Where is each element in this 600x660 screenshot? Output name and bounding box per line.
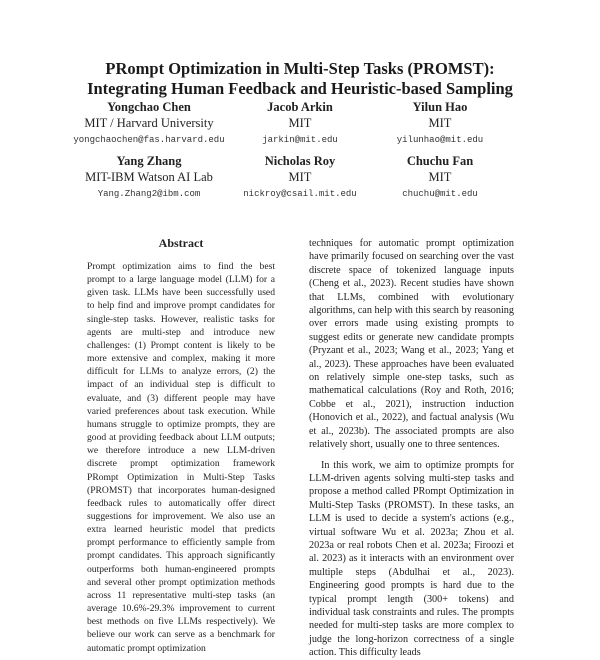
- author-name: Jacob Arkin: [267, 100, 333, 114]
- title-line-2: Integrating Human Feedback and Heuristic-based Sampling: [87, 79, 513, 98]
- author-email[interactable]: chuchu@mit.edu: [402, 189, 478, 199]
- author-affiliation: MIT: [288, 170, 312, 184]
- intro-paragraph-2: In this work, we aim to optimize prompts for LLM-driven agents solving multi-step tasks and propose a method called PRompt Optimization in Multi-Step Tasks (PROMST). In these tasks, an LLM is used to decide a system's actions (e.g., virtual software Wu et al. 2023a; Zhou et al. 2023a or real robots Chen et al. 2023a; Firoozi et al. 2023) as it interacts with an environment over multiple steps (Abdulhai et al., 2023). Engineering good prompts is hard due to the typical prompt length (300+ tokens) and individual task constraints and rules. The prompts needed for multi-step tasks are more complex to judge the long-horizon correctness of a single action. This difficulty leads: [309, 459, 514, 659]
- author-email[interactable]: yilunhao@mit.edu: [396, 135, 484, 145]
- author-affiliation: MIT: [288, 116, 312, 130]
- intro-paragraph-1: techniques for automatic prompt optimization have primarily focused on searching over the vast discrete space of tokenized language inputs (Cheng et al., 2023). Recent studies have shown that LLMs, combined with evolutionary algorithms, can help with this search by reasoning over errors made using existing prompts to suggest edits or generate new candidate prompts (Pryzant et al., 2023; Wang et al., 2023; Yang et al., 2023). These approaches have been evaluated on relatively simple one-step tasks, such as mathematical calculations (Roy and Roth, 2016; Cobbe et al., 2021), instruction induction (Honovich et al., 2022), and factual analysis (Wu et al., 2023b). The associated prompts are also relatively short, usually one to three sentences.: [309, 238, 514, 451]
- author-name: Yang Zhang: [116, 154, 182, 168]
- author-email[interactable]: Yang.Zhang2@ibm.com: [97, 189, 201, 199]
- author-affiliation: MIT: [428, 116, 452, 130]
- abstract-column: [87, 236, 275, 654]
- title-line-1: PRompt Optimization in Multi-Step Tasks (PROMST):: [105, 59, 495, 78]
- author-email[interactable]: nickroy@csail.mit.edu: [243, 189, 357, 199]
- author-3: [340, 100, 540, 147]
- author-6: [340, 154, 540, 201]
- author-name: Nicholas Roy: [264, 154, 336, 168]
- author-affiliation: MIT / Harvard University: [84, 116, 214, 130]
- introduction-column: [309, 237, 514, 659]
- author-email[interactable]: jarkin@mit.edu: [262, 135, 338, 145]
- author-block: [0, 0, 600, 200]
- author-name: Chuchu Fan: [406, 154, 474, 168]
- abstract-text: Prompt optimization aims to find the best prompt to a large language model (LLM) for a given task. LLMs have been successfully used to help find and improve prompt candidates for single-step tasks. However, realistic tasks for agents are multi-step and introduce new challenges: (1) Prompt content is likely to be more extensive and complex, making it more difficult for LLMs to analyze errors, (2) the impact of an individual step is difficult to evaluate, and (3) different people may have varied preferences about task execution. While humans struggle to optimize prompts, they are good at providing feedback about LLM outputs; we therefore introduce a new LLM-driven discrete prompt optimization framework PRompt Optimization in Multi-Step Tasks (PROMST) that incorporates human-designed feedback rules to automatically offer direct suggestions for improvement. We also use an extra learned heuristic model that predicts prompt performance to efficiently sample from prompt candidates. This approach significantly outperforms both human-engineered prompts and several other prompt optimization methods across 11 representative multi-step tasks (an average 10.6%-29.3% improvement to current best methods on five LLMs respectively). We believe our work can serve as a benchmark for automatic prompt optimization: [87, 261, 275, 654]
- author-email[interactable]: yongchaochen@fas.harvard.edu: [73, 135, 225, 145]
- author-affiliation: MIT: [428, 170, 452, 184]
- author-name: Yilun Hao: [412, 100, 468, 114]
- author-name: Yongchao Chen: [107, 100, 191, 114]
- abstract-heading: Abstract: [158, 236, 204, 250]
- author-affiliation: MIT-IBM Watson AI Lab: [85, 170, 213, 184]
